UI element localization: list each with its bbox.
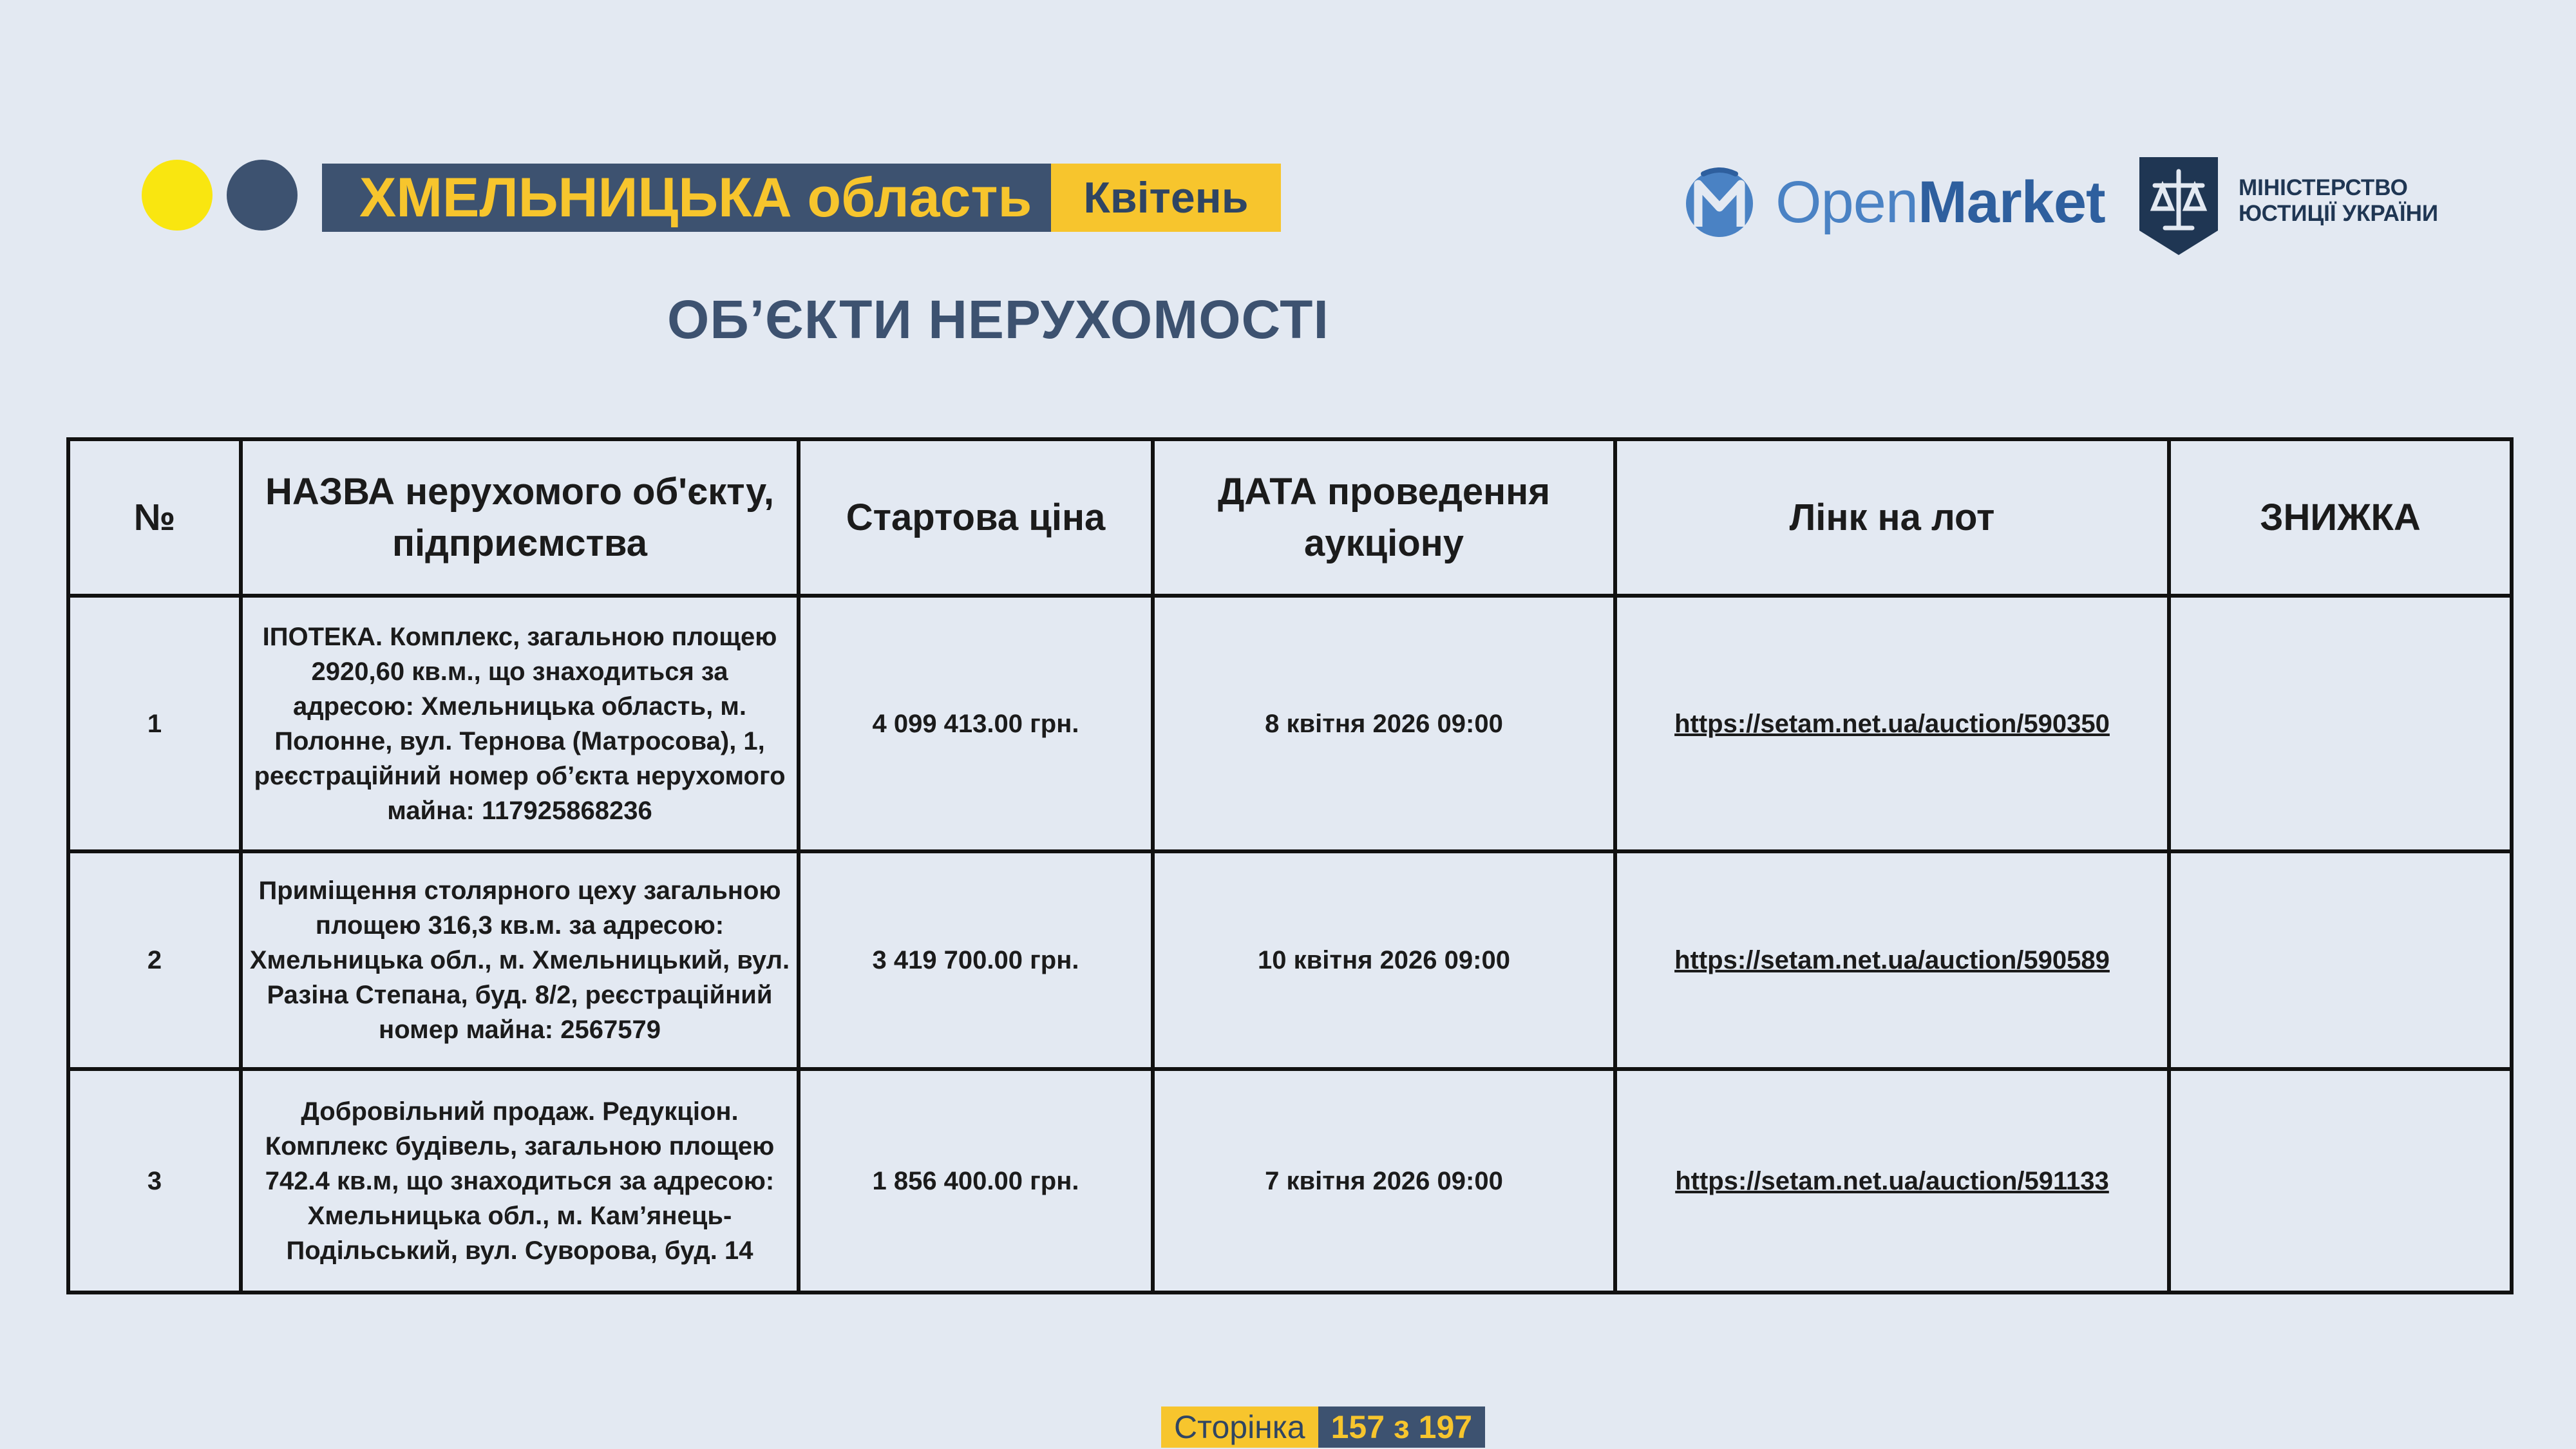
column-header-date: ДАТА проведення аукціону: [1153, 439, 1615, 596]
column-header-link: Лінк на лот: [1615, 439, 2169, 596]
start-price: 3 419 700.00 грн.: [799, 851, 1153, 1069]
auction-date: 8 квітня 2026 09:00: [1153, 596, 1615, 851]
ministry-name: [2239, 175, 2438, 227]
auction-date: 7 квітня 2026 09:00: [1153, 1069, 1615, 1293]
column-header-price: Стартова ціна: [799, 439, 1153, 596]
page-counter: [1161, 1406, 1485, 1448]
scales-shield-icon: [2137, 155, 2221, 258]
real-estate-table: [66, 437, 2514, 1294]
openmarket-m-icon: [1684, 165, 1755, 240]
column-header-discount: ЗНИЖКА: [2169, 439, 2512, 596]
auction-date: 10 квітня 2026 09:00: [1153, 851, 1615, 1069]
object-name: Приміщення столярного цеху загальною площею 316,3 кв.м. за адресою: Хмельницька обл., м. Хмельницький, вул. Разіна Степана, буд. 8/2, реєстраційний номер майна: 2567579: [241, 851, 799, 1069]
table-row: [68, 596, 2512, 851]
navy-circle-decoration: [227, 160, 298, 231]
page-counter-value: 157 з 197: [1318, 1406, 1485, 1448]
lot-link[interactable]: https://setam.net.ua/auction/590589: [1674, 946, 2110, 974]
openmarket-open-text: Open: [1776, 169, 1918, 235]
openmarket-wordmark: [1776, 169, 2105, 236]
openmarket-market-text: Market: [1918, 169, 2105, 235]
ministry-line-1: МІНІСТЕРСТВО: [2239, 175, 2408, 200]
object-name: ІПОТЕКА. Комплекс, загальною площею 2920,60 кв.м., що знаходиться за адресою: Хмельницька область, м. Полонне, вул. Тернова (Матросова), 1, реєстраційний номер об’єкта нерухомого майна: 117925868236: [241, 596, 799, 851]
row-number: 1: [68, 596, 241, 851]
month-label: Квітень: [1051, 164, 1280, 232]
page-title: ОБ’ЄКТИ НЕРУХОМОСТІ: [667, 289, 1329, 350]
table-row: [68, 1069, 2512, 1293]
openmarket-logo: [1684, 162, 2105, 242]
lot-link-cell: [1615, 1069, 2169, 1293]
start-price: 4 099 413.00 грн.: [799, 596, 1153, 851]
table-header-row: [68, 439, 2512, 596]
discount: [2169, 851, 2512, 1069]
page-counter-label: Сторінка: [1161, 1406, 1318, 1448]
discount: [2169, 596, 2512, 851]
yellow-circle-decoration: [142, 160, 213, 231]
lot-link[interactable]: https://setam.net.ua/auction/591133: [1675, 1166, 2109, 1195]
object-name: Добровільний продаж. Редукціон. Комплекс будівель, загальною площею 742.4 кв.м, що знаходиться за адресою: Хмельницька обл., м. Кам’янець-Подільський, вул. Суворова, буд. 14: [241, 1069, 799, 1293]
lot-link[interactable]: https://setam.net.ua/auction/590350: [1674, 709, 2110, 738]
region-name: ХМЕЛЬНИЦЬКА область: [322, 164, 1051, 232]
region-banner: [322, 164, 1281, 232]
lot-link-cell: [1615, 596, 2169, 851]
ministry-of-justice-logo: [2137, 155, 2439, 258]
discount: [2169, 1069, 2512, 1293]
start-price: 1 856 400.00 грн.: [799, 1069, 1153, 1293]
column-header-number: №: [68, 439, 241, 596]
table-row: [68, 851, 2512, 1069]
lot-link-cell: [1615, 851, 2169, 1069]
ministry-line-2: ЮСТИЦІЇ УКРАЇНИ: [2239, 201, 2439, 226]
row-number: 2: [68, 851, 241, 1069]
row-number: 3: [68, 1069, 241, 1293]
column-header-name: НАЗВА нерухомого об'єкту, підприємства: [241, 439, 799, 596]
